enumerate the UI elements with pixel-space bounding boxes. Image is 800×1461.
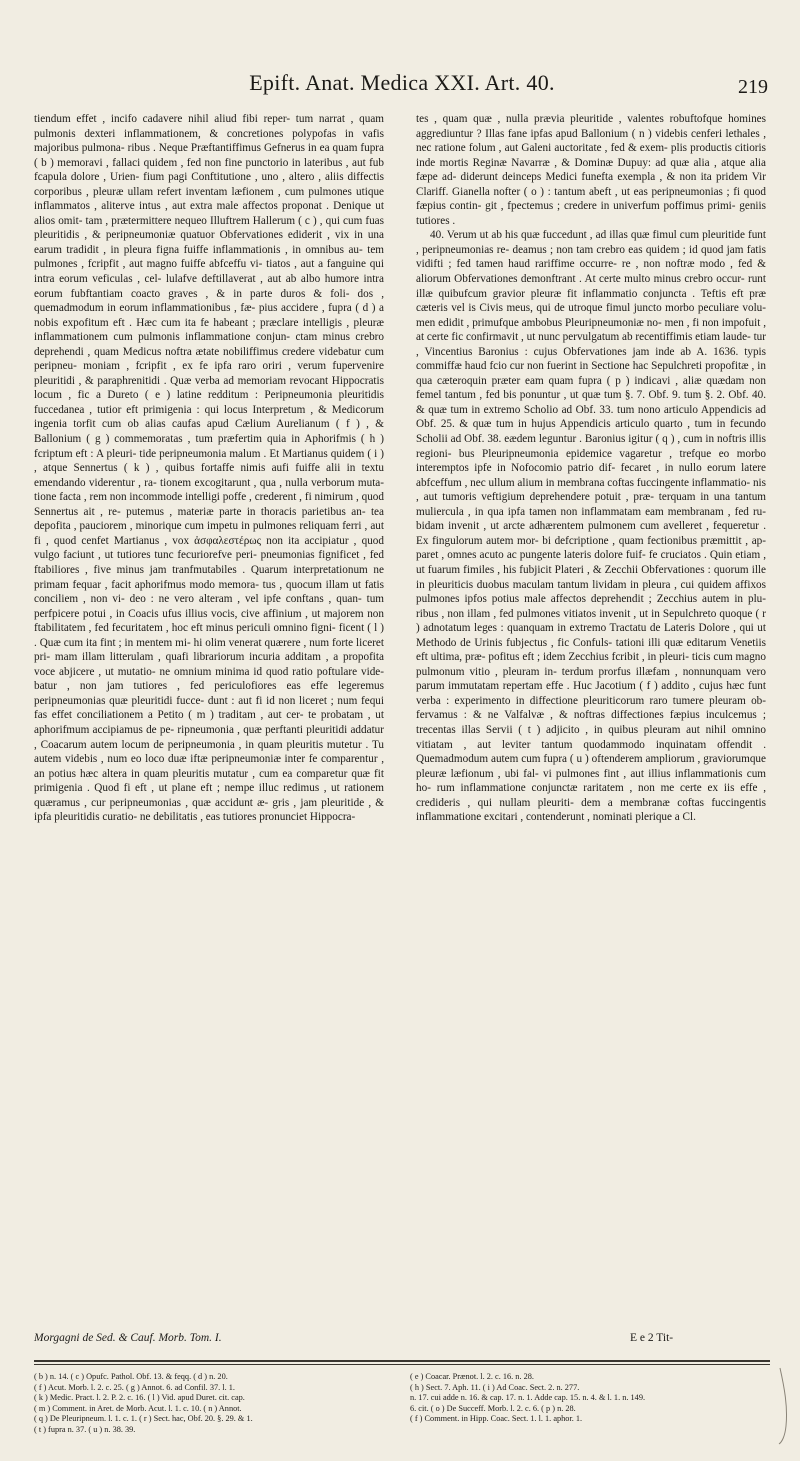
footnote-line: ( k ) Medic. Pract. l. 2. P. 2. c. 16. ( l ) Vid. apud Duret. cit. cap. [34, 1393, 245, 1403]
right-column-paragraph-1: tes , quam quæ , nulla prævia pleuritide , valentes robuftofque homines aggrediuntur ? Illas fane ipfas apud Ballonium ( n ) videbis cenferi lethales , nec ratione folum , aut Galeni auctoritate , fed & exem- plis productis citioris inde mortis Reginæ Navarræ , & Dominæ Dupuy: ad quæ alia , atque alia fæpe ad- diderunt deinceps Medici funefta exempla , & non ita pridem Vir Clariff. Gianella nofter ( o ) : tantum abeft , ut eas peripneumonias ; fi quod fæpius contin- git , fpectemus ; credere in univerfum poffimus primi- geniis tutiores . [416, 113, 766, 227]
footnotes-right [410, 1372, 766, 1425]
footnote-line: ( q ) De Pleuripneum. l. 1. c. 1. ( r ) Sect. hac, Obf. 20. §. 29. & 1. [34, 1414, 253, 1424]
margin-pencil-mark [776, 1366, 794, 1446]
footnote-line: ( t ) fupra n. 37. ( u ) n. 38. 39. [34, 1424, 136, 1434]
footnote-rule-thin [34, 1364, 770, 1365]
footnote-line: 6. cit. ( o ) De Succeff. Morb. l. 2. c. 6. ( p ) n. 28. [410, 1403, 576, 1413]
running-title: Epift. Anat. Medica XXI. Art. 40. [249, 70, 555, 95]
running-header [34, 70, 770, 106]
right-column-paragraph-2: 40. Verum ut ab his quæ fuccedunt , ad illas quæ fimul cum pleuritide funt , peripneumonias re- deamus ; non tam crebro eas quidem ; id quod jam fatis vidifti ; fed tamen haud rariffime occurre- re , non noftræ modo , fed & aliorum Obfervationes demonftrant . At certe multo minus crebro occur- runt illæ quibufcum gravior pleuræ fit inflammatio conjuncta . Teftis eft præ cæteris vel is Civis meus, qui de utroque fimul juncto morbo peculiare volu- men edidit , primufque ambobus Pleuripneumoniæ no- men , fi non impofuit , at certe fic confirmavit , ut nunc pervulgatum ab recentiffimis etiam laude- tur , Vincentius Baronius : cujus Obfervationes jam inde ab A. 1636. typis commiffæ haud fcio cur non fuerint in Sectione hac Sepulchreti propofitæ , in qua cæteroquin præter eam quam fupra ( p ) indicavi , aliæ quædam non femel tantum , fed bis ponuntur , ut quæ tum §. 7. Obf. 9. tum §. 2. Obf. 40. & quæ tum in extremo Scholio ad Obf. 33. tum nono articulo Appendicis ad Obf. 25. & quæ tum in hujus Appendicis articulo quarto , tum in fecundo Scholii ad Obf. 38. eædem leguntur . Baronius igitur ( q ) , cum in noftris illis regioni- bus Pleuripneumonia epidemice vagaretur , trefque eo morbo interemptos ipfe in Nofocomio patrio dif- fecaret , in nullo eorum latere abfceffum , nec ullum alium in membrana coftas fuccingente inflammatio- nis , aut tumoris veftigium deprehendere potuit , præ- terquam in una tantum muliercula , in qua ipfa tamen non inflammatam eam membranam , fed ru- bidam invenit , ut arcte adhærentem pulmonem cum avelleret , fequeretur . Ex fingulorum autem mor- bi defcriptione , quam fectionibus præmittit , ap- paret , omnes acuto ac pungente lateris dolore fuif- fe cruciatos . Quin etiam , ut fuarum fimiles , his fubjicit Plateri , & Zecchii Obfervationes : quorum ille in pleuriticis duobus maculam tantum lividam in pleura , cui quidem affixos pulmones ipfos potius male affectos deprehendit ; Zecchius autem in plu- ribus , non illam , fed pulmones vitiatos invenit , ut in Sepulchreto quoque ( r ) adnotatum leges : quanquam in extremo Tractatu de Lateris Dolore , qui ut Methodo de Urinis fubjectus , fic Confuls- tationi illi quæ editarum Venetiis eft ultima, præ- pofitus eft ; idem Zecchius fcribit , in pleuri- ticis cum magno pulmonum vitio , pleuram in- terdum prorfus illæfam , nonnunquam vero parum immutatam repertam effe . Huc Jacotium ( f ) addito , cujus hæc funt verba : experimento in diffectione pleuriticorum raro tumere pleuram ob- fervamus : & ne Valfalvæ , & noftras diffectiones fæpius inculcemus ; trecentas illas Servii ( t ) adjicito , in quibus pleuram aut nihil omnino vitiatam , aut leviter tantum quodammodo inquinatam offendit . Quemadmodum autem cum fupra ( u ) oftenderem ampliorum , graviorumque pleuræ læfionum , ubi fal- vi pulmones fint , aut illius inflammationis cum ho- rum inflammatione conjunctæ raritatem , non me certe ex iis effe , credideris , qui nullam pleuriti- dem a membranæ coftas fuccingentis inflammatione excitari , contenderunt , nominati plerique a Cl. [416, 229, 766, 824]
footnote-line: ( b ) n. 14. ( c ) Opufc. Pathol. Obf. 13. & feqq. ( d ) n. 20. [34, 1372, 228, 1381]
left-column-paragraph: tiendum effet , incifo cadavere nihil aliud fibi reper- tum narrat , quam pulmonis dexteri inflammationem, & concretiones polypofas in vafis majoribus pulmona- ribus . Neque Præftantiffimus Gefnerus in ea quam fupra ( b ) memoravi , fallaci quidem , fed non fine punctorio in lateribus , aut fub fcapula dolore , Urien- fium pagi Conftitutione , uno , altero , aliis diffectis corporibus , pleuræ ullam refert inventam læfionem , cum pulmones utique inflammatos , aliterve intus , aut extra male affectos proponat . Denique ut alios omit- tam , prætermittere nequeo Illuftrem Hallerum ( c ) , qui cum fuas pleuritidis , & peripneumoniæ quatuor Obfervationes ediderit , vix in una earum tradidit , in pleura figna fuiffe inflammationis , in omnibus au- tem pulmones , fcripfit , aut magno fuiffe abfceffu vi- tiatos , aut a fanguine qui intra eorum veficulas , cel- lulafve deftillaverat , aut ab albo humore intra eorum fubftantiam coacto graves , & in parte duros & foli- dos , quemadmodum in eorum inflammationibus , fæ- pius accidere , fupra ( d ) a nobis expofitum eft . Hæc cum ita fe habeant ; præclare intelligis , pleuræ inflammationem cum pulmonis inflammatione conjun- ctam minus crebro deprehendi , quam Medicus noftra ætate nobiliffimus credere videbatur cum peripneu- moniam , fcripfit , ex fe ipfa raro oriri , verum fupervenire pleuritidi , & paraphrenitidi . Quæ verba ad memoriam revocant Hippocratis locum , fic a Dureto ( e ) latine redditum : Peripneumonia pleuritidis fuccedanea , tutior eft primigenia : qui locus Interpretum , & Medicorum ingenia torfit cum ob alias caufas apud Cælium Aurelianum ( f ) , & Ballonium ( g ) commemoratas , tum præfertim quia in Aphorifmis ( h ) fcriptum eft : A pleuri- tide peripneumonia malum . Et Martianus quidem ( i ) , atque Sennertus ( k ) , quibus fortaffe nimis aufi fuiffe alii in textu emendando viderentur , ra- tionem excogitarunt , qua , nulla verborum muta- tione facta , rem non incommode intelligi poffe , crederent , fi nimirum , quod Sennertus ait , re- putemus , materiæ parte in thoracis parietibus an- tea depofita , pauciorem , minorique cum impetu in pulmones reliquam ferri , aut fi , quod cenfet Martianus , vox ἀσφαλεστέρως non ita accipiatur , quod vulgo faciunt , ut tutiores tunc fecuriorefve peri- pneumonias fignificet , fed ftabiliores , five minus jam tranfmutabiles . Quarum interpretationum ne primam fequar , facit aphorifmus modo memora- tus , quocum illam ut fatis conciliem , non vi- deo : ne vero alteram , vel ipfe conftans , quan- tum perfpicere potui , in Coacis ufus illius vocis, cive affinium , ut majorem non ftabilitatem , fed fecuritatem , hoc eft minus periculi omnino figni- ficent ( l ) . Quæ cum ita fint ; in mentem mi- hi olim venerat quærere , num forte liceret pri- mam illam litterulam , quafi librariorum incuria additam , a propofita voce abjicere , ut mutatio- ne omnium minima id quod ratio poftulare vide- batur , non jam tutiores , fed periculofiores eas effe legeremus peripneumonias quæ pleuritidi fucce- dunt : aut fi id non liceret ; num fequi fas effet conciliationem a Petito ( m ) traditam , aut cer- te probatam , ut aphorifmum accipiamus de pe- ripneumonia , quæ perftanti pleuritidi addatur , Coacarum autem locum de peripneumonia , in quam pleuritis mutetur . Tu autem videbis , num eo loco duæ iftæ peripneumoniæ inter fe comparentur , an potius hæc altera in quam pleuritis mutatur , cum ea comparetur quæ fit primigenia . Quod fi eft , ut plane eft ; nempe illuc redimus , ut rationem quæramus , cur peripneumonias , quæ accidunt æ- gris , jam pleuritide , & ipfa pleuritidis curatio- ne debilitatis , eas tutiores pronunciet Hippocra- [34, 113, 384, 824]
right-column [416, 112, 766, 825]
page-number: 219 [738, 76, 768, 98]
signature-line [34, 1332, 770, 1348]
footnotes-left [34, 1372, 390, 1436]
footnote-line: ( m ) Comment. in Aret. de Morb. Acut. l. 1. c. 10. ( n ) Annot. [34, 1403, 242, 1413]
signature-mark: E e 2 Tit- [630, 1332, 674, 1344]
left-column [34, 112, 384, 825]
footnote-line: ( f ) Comment. in Hipp. Coac. Sect. 1. l. 1. aphor. 1. [410, 1414, 583, 1424]
footnote-rule [34, 1360, 770, 1362]
footnote-line: ( h ) Sect. 7. Aph. 11. ( i ) Ad Coac. Sect. 2. n. 277. [410, 1382, 580, 1392]
signature-work-title: Morgagni de Sed. & Cauf. Morb. Tom. I. [34, 1332, 222, 1344]
footnote-line: ( e ) Coacar. Prænot. l. 2. c. 16. n. 28. [410, 1372, 534, 1381]
footnote-line: ( f ) Acut. Morb. l. 2. c. 25. ( g ) Annot. 6. ad Confil. 37. l. 1. [34, 1382, 235, 1392]
footnote-line: n. 17. cui adde n. 16. & cap. 17. n. 1. Adde cap. 15. n. 4. & l. 1. n. 149. [410, 1393, 646, 1403]
